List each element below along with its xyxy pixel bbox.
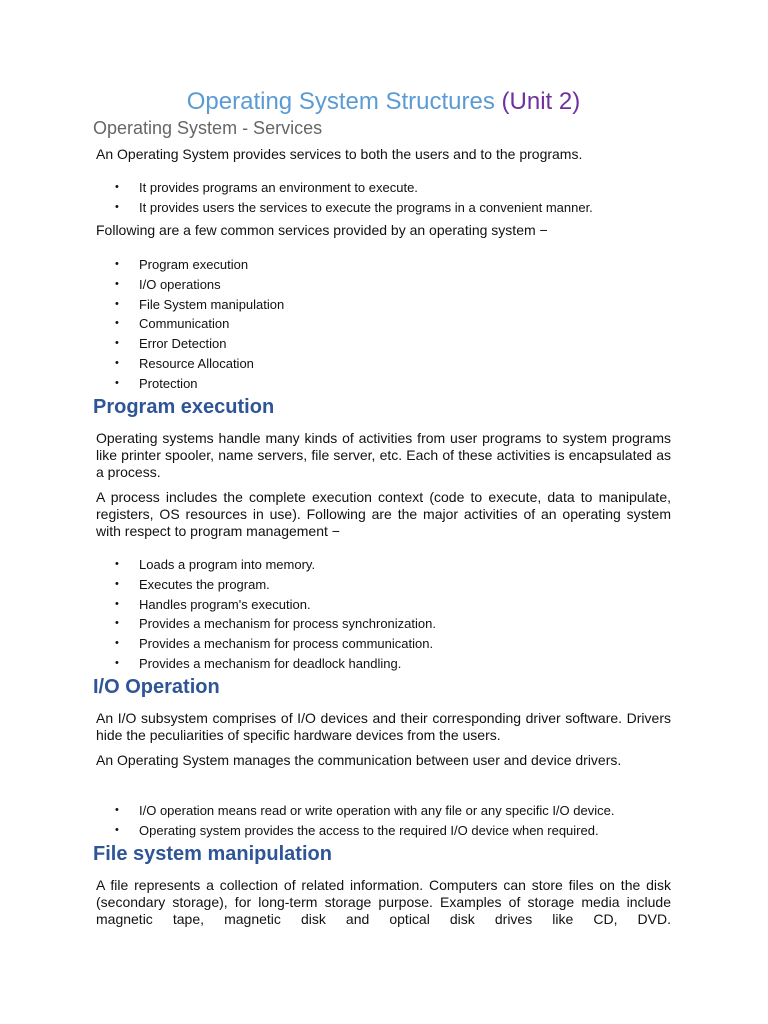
bullet-icon: • [115, 656, 119, 669]
list-item: • It provides users the services to execute the programs in a convenient manner. [96, 198, 593, 218]
document-title [96, 88, 671, 116]
list-item: • Protection [96, 374, 284, 394]
bullet-icon: • [115, 356, 119, 369]
list-item: • Handles program's execution. [96, 595, 436, 615]
file-system-paragraph-1: A file represents a collection of related information. Computers can store files on the disk (secondary storage), for long-term storage purpose. Examples of storage media include magnetic tape, magnetic disk and optical disk drives like CD, DVD. [96, 877, 671, 927]
bullet-icon: • [115, 277, 119, 290]
file-system-heading: File system manipulation [93, 843, 332, 865]
services-bullet-list [96, 255, 284, 394]
list-item: • Loads a program into memory. [96, 555, 436, 575]
list-item: • Error Detection [96, 334, 284, 354]
list-item: • It provides programs an environment to execute. [96, 178, 593, 198]
services-intro-paragraph: Following are a few common services provided by an operating system − [96, 222, 548, 238]
intro-paragraph: An Operating System provides services to both the users and to the programs. [96, 146, 583, 162]
list-item: • Resource Allocation [96, 354, 284, 374]
io-operation-paragraph-1: An I/O subsystem comprises of I/O devices and their corresponding driver software. Drivers hide the peculiarities of specific hardware devices from the users. [96, 710, 671, 743]
io-operation-paragraph-2: An Operating System manages the communication between user and device drivers. [96, 752, 622, 768]
bullet-icon: • [115, 258, 119, 270]
list-item: • File System manipulation [96, 295, 284, 315]
section-subtitle: Operating System - Services [93, 118, 323, 138]
bullet-icon: • [115, 558, 119, 570]
list-item: • Program execution [96, 255, 284, 275]
list-item: • Provides a mechanism for deadlock handling. [96, 654, 436, 674]
bullet-icon: • [115, 297, 119, 310]
list-item: • I/O operations [96, 275, 284, 295]
io-operation-heading: I/O Operation [93, 676, 220, 698]
program-execution-paragraph-2: A process includes the complete execution context (code to execute, data to manipulate, registers, OS resources in use). Following are the major activities of an operating system with respect to program management − [96, 489, 671, 539]
bullet-icon: • [115, 577, 119, 590]
list-item: • Communication [96, 314, 284, 334]
list-item: • I/O operation means read or write operation with any file or any specific I/O device. [96, 801, 614, 821]
bullet-icon: • [115, 637, 119, 650]
title-main: Operating System Structures [186, 88, 495, 115]
intro-bullet-list [96, 178, 593, 218]
program-execution-bullet-list [96, 555, 436, 674]
bullet-icon: • [115, 597, 119, 610]
title-unit: (Unit 2) [501, 88, 581, 115]
program-execution-heading: Program execution [93, 396, 275, 418]
list-item: • Provides a mechanism for process communication. [96, 634, 436, 654]
bullet-icon: • [115, 804, 119, 816]
list-item: • Executes the program. [96, 575, 436, 595]
bullet-icon: • [115, 337, 119, 350]
program-execution-paragraph-1: Operating systems handle many kinds of activities from user programs to system programs like printer spooler, name servers, file server, etc. Each of these activities is encapsulated as a process. [96, 430, 671, 480]
bullet-icon: • [115, 617, 119, 630]
bullet-icon: • [115, 317, 119, 330]
bullet-icon: • [115, 181, 119, 193]
list-item: • Operating system provides the access to the required I/O device when required. [96, 821, 614, 841]
list-item: • Provides a mechanism for process synchronization. [96, 614, 436, 634]
bullet-icon: • [115, 200, 119, 213]
document-page [93, 0, 671, 1024]
io-operation-bullet-list [96, 801, 614, 841]
bullet-icon: • [115, 376, 119, 389]
bullet-icon: • [115, 823, 119, 836]
